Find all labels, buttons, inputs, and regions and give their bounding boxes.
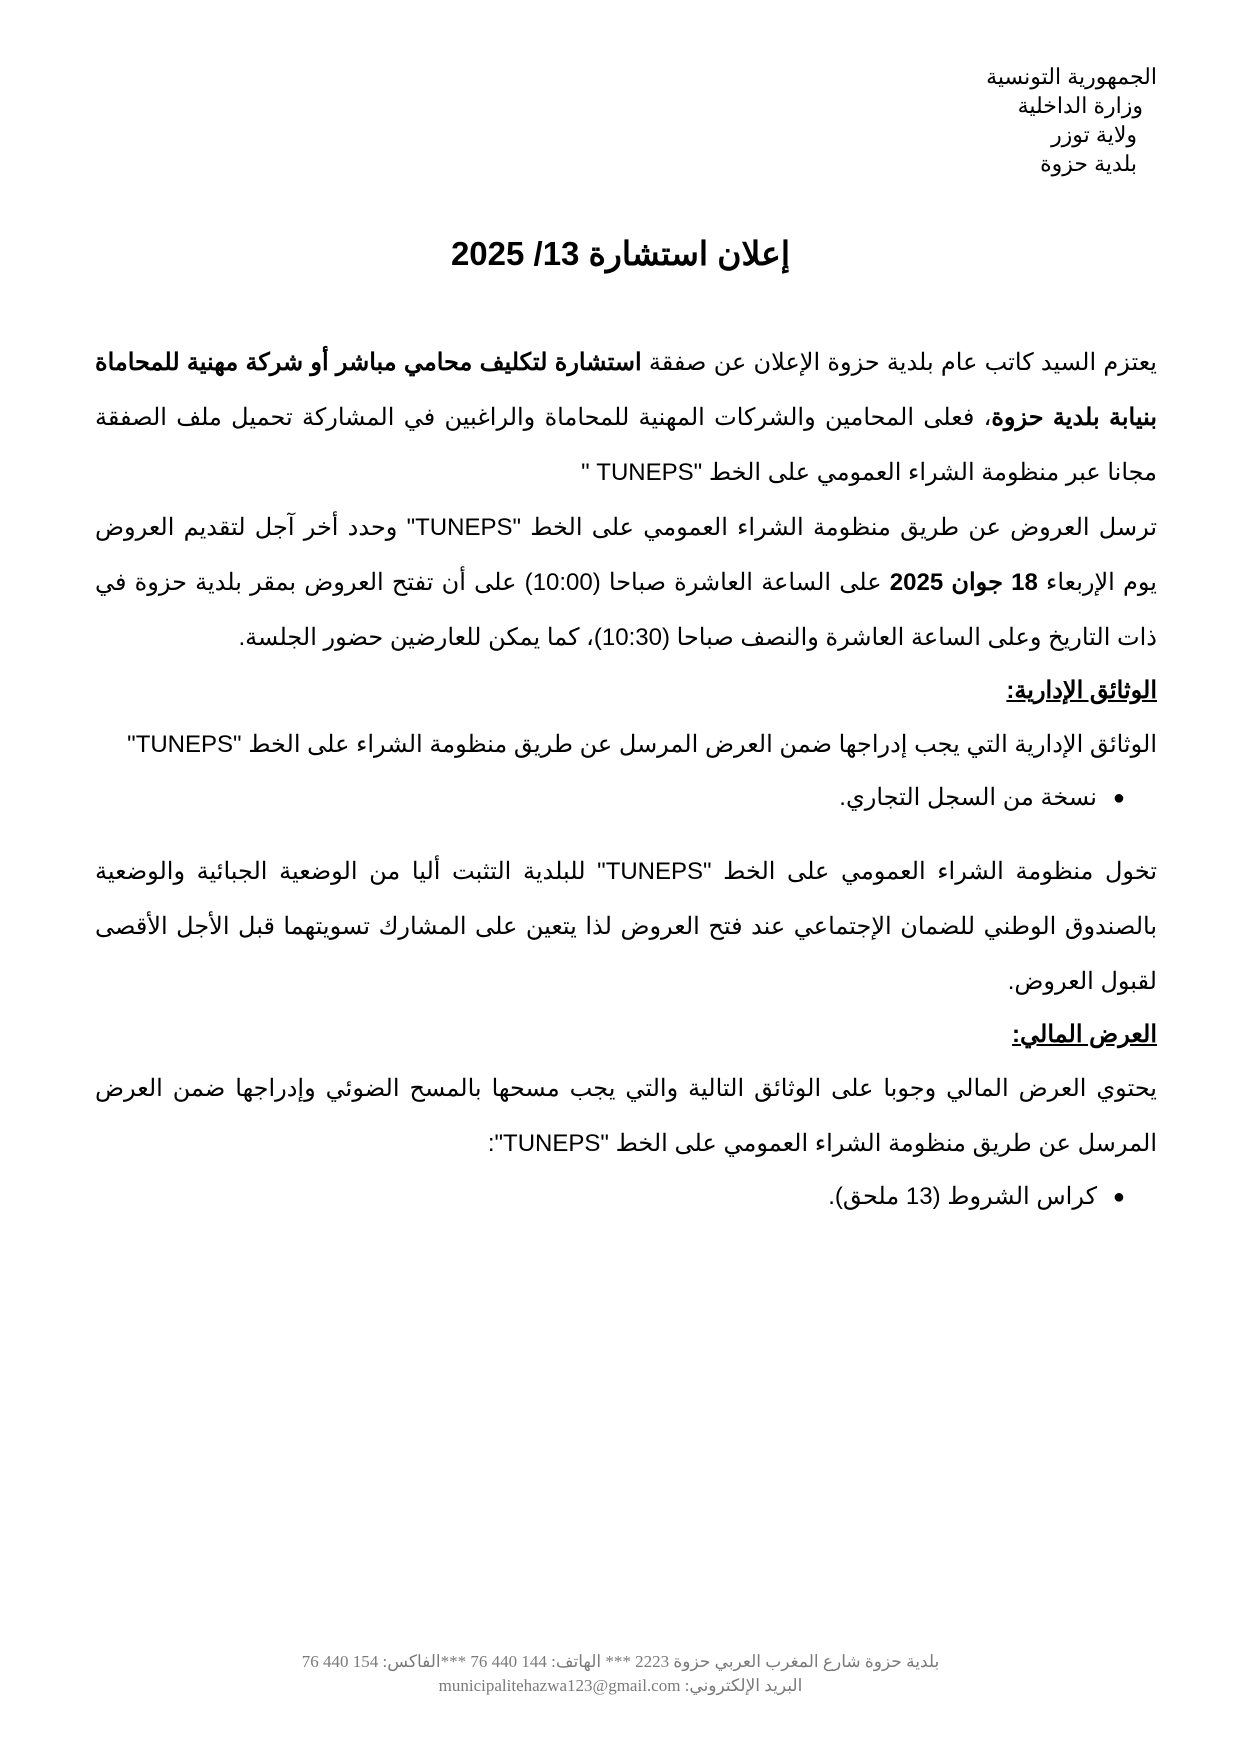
deadline-text-c: على الساعة العاشرة صباحا (10:00) على أن تفتح العروض بمقر بلدية حزوة في ذات التاريخ وعلى الساعة العاشرة والنصف صباحا (10:30)، كما يمكن للعارضين حضور الجلسة. [95,569,1157,651]
intro-paragraph [95,335,1157,500]
admin-docs-bullet-text: نسخة من السجل التجاري. [839,784,1097,811]
financial-offer-bullet-text: كراس الشروط (13 ملحق). [828,1183,1097,1210]
admin-docs-heading: الوثائق الإدارية: [1006,677,1157,704]
financial-offer-heading: العرض المالي: [1012,1021,1157,1048]
bullet-dot-icon: ● [1112,1186,1125,1208]
letterhead-line-governorate: ولاية توزر [1051,122,1137,147]
letterhead-line-municipality: بلدية حزوة [1040,151,1137,176]
footer-address-line: بلدية حزوة شارع المغرب العربي حزوة 2223 *** الهاتف: 144 440 76 ***الفاكس: 154 440 76 [301,1652,940,1671]
document-title: إعلان استشارة 13/ 2025 [450,235,791,272]
deadline-text-a: ترسل العروض عن طريق منظومة الشراء العمومي على الخط "TUNEPS" وحدد أخر آجل لتقديم العروض يوم الإربعاء [95,514,1157,596]
letterhead [986,62,1157,178]
letterhead-line-ministry: وزارة الداخلية [1017,93,1143,118]
intro-text-bold: استشارة لتكليف محامي مباشر أو شركة مهنية للمحاماة بنيابة بلدية حزوة [95,349,1157,431]
page-footer [0,1650,1241,1698]
bullet-dot-icon: ● [1112,787,1125,809]
intro-text-a: يعتزم السيد كاتب عام بلدية حزوة الإعلان عن صفقة [641,349,1157,376]
financial-offer-bullet [95,1171,1157,1223]
admin-docs-text: الوثائق الإدارية التي يجب إدراجها ضمن العرض المرسل عن طريق منظومة الشراء على الخط "TUNEPS" [127,731,1157,758]
intro-text-c: ، فعلى المحامين والشركات المهنية للمحاماة والراغبين في المشاركة تحميل ملف الصفقة مجانا عبر منظومة الشراء العمومي على الخط "TUNEPS " [95,404,1157,486]
tuneps-paragraph: تخول منظومة الشراء العمومي على الخط "TUNEPS" للبلدية التثبت أليا من الوضعية الجبائية والوضعية بالصندوق الوطني للضمان الإجتماعي عند فتح العروض لذا يتعين على المشارك تسويتهما قبل الأجل الأقصى لقبول العروض. [95,858,1158,995]
footer-email-line: البريد الإلكتروني: municipalitehazwa123@gmail.com [438,1676,803,1695]
document-body [95,335,1157,1223]
admin-docs-bullet [95,772,1157,824]
letterhead-line-republic: الجمهورية التونسية [986,64,1157,89]
deadline-date: 18 جوان 2025 [889,569,1038,596]
financial-offer-text: يحتوي العرض المالي وجوبا على الوثائق التالية والتي يجب مسحها بالمسح الضوئي وإدراجها ضمن العرض المرسل عن طريق منظومة الشراء العمومي على الخط "TUNEPS": [95,1075,1157,1157]
deadline-paragraph [95,500,1157,665]
